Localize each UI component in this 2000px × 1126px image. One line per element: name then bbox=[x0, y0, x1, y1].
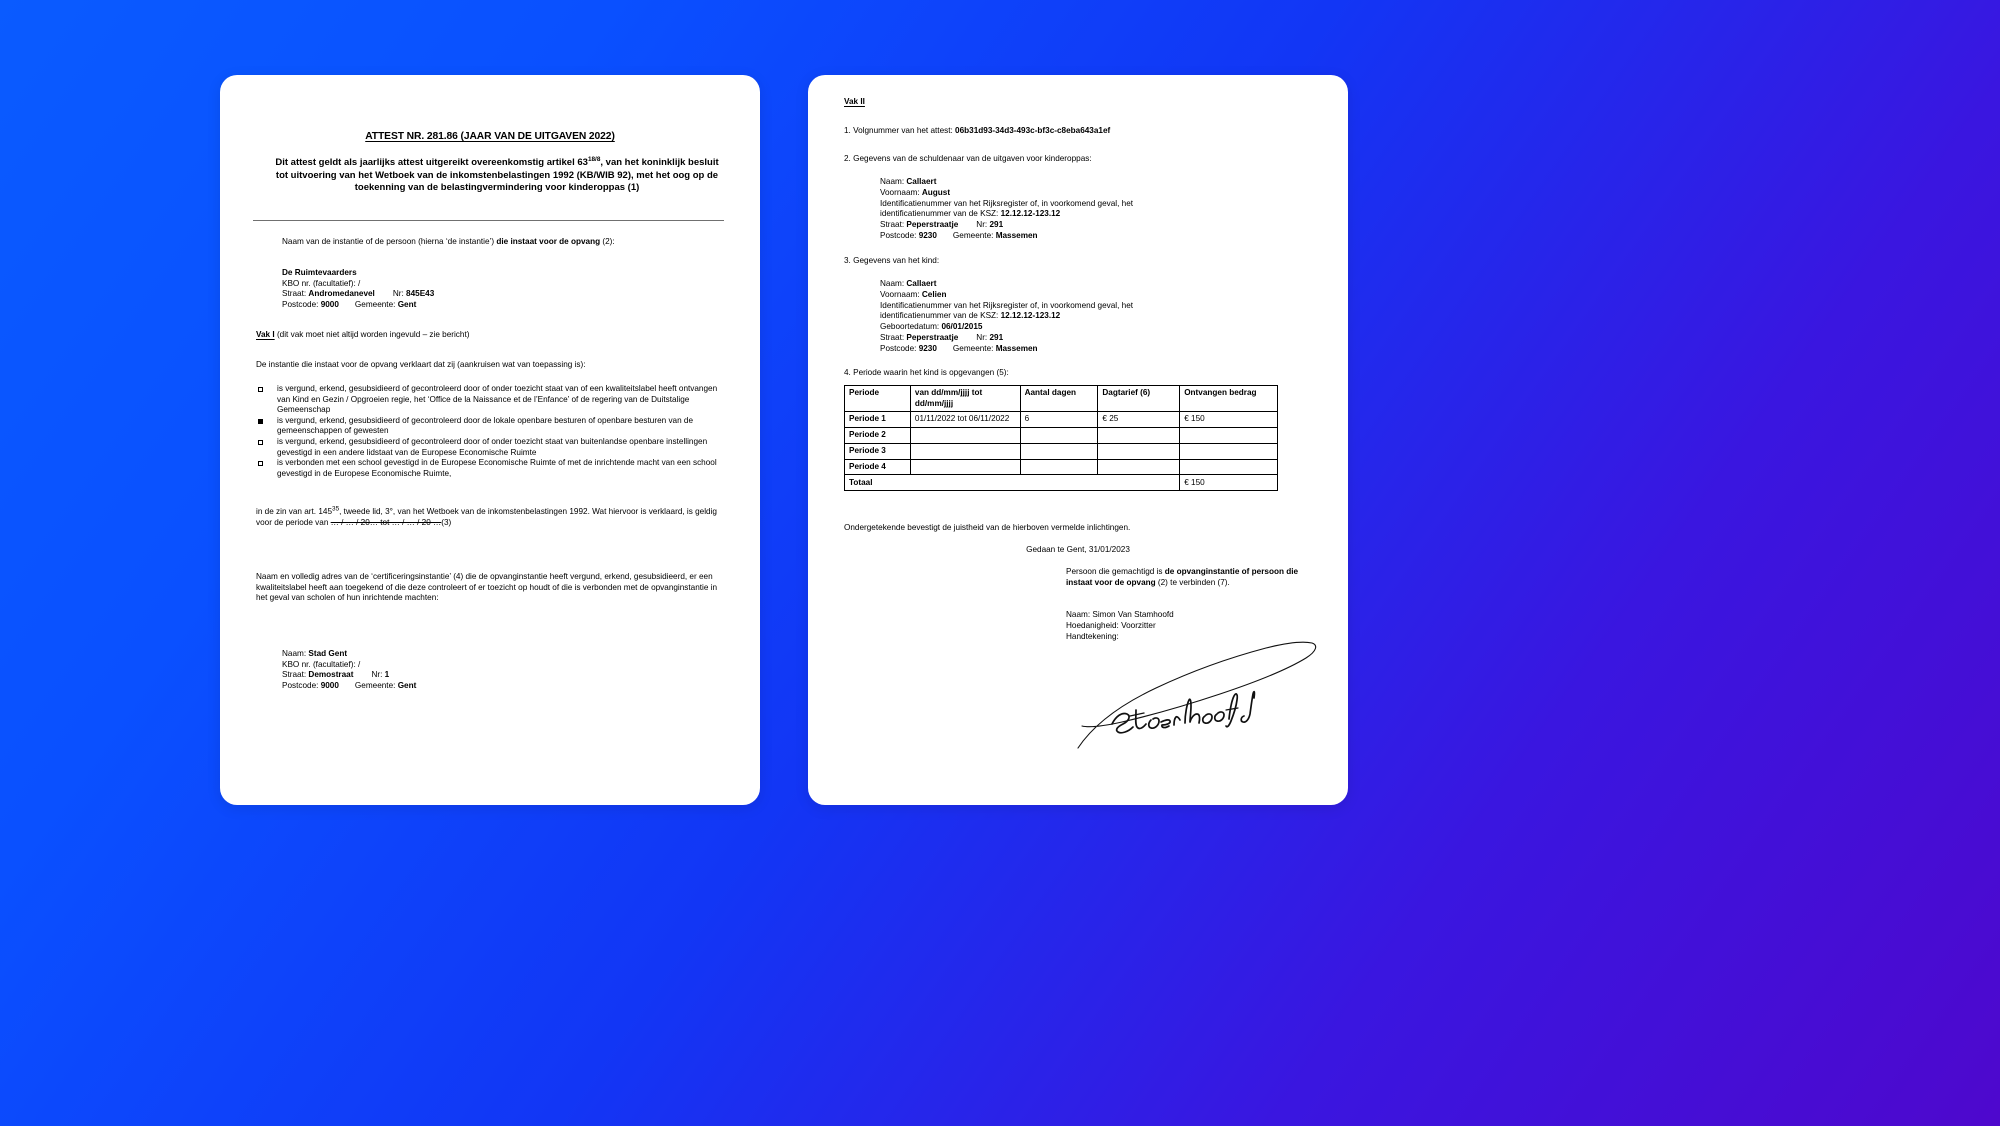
instantie-naam-value: De Ruimtevaarders bbox=[282, 268, 357, 277]
cert-postcode-value: 9000 bbox=[320, 681, 339, 691]
debtor-ksz-value: 12.12.12-123.12 bbox=[1000, 209, 1061, 219]
instantie-intro-tail: (2): bbox=[600, 237, 615, 246]
checkbox-checked-icon[interactable] bbox=[258, 419, 263, 424]
debtor-straat-value: Peperstraatje bbox=[906, 220, 959, 230]
page-2-content bbox=[808, 75, 1348, 805]
checkbox-option-1[interactable] bbox=[256, 384, 722, 416]
checkbox-empty-icon[interactable] bbox=[258, 387, 263, 392]
instantie-kbo-value: / bbox=[358, 278, 361, 288]
cert-straat bbox=[282, 670, 722, 681]
instantie-intro-bold: die instaat voor de opvang bbox=[496, 237, 601, 246]
child-geboortedatum bbox=[880, 322, 1314, 333]
signer-hoedanigheid bbox=[1066, 621, 1314, 632]
table-row bbox=[845, 459, 1278, 475]
auth-part-1: Persoon die gemachtigd is bbox=[1066, 567, 1165, 576]
validity-struck-dates: … / … / 20… tot … / … / 20 … bbox=[330, 517, 442, 527]
cert-gemeente-label: Gemeente: bbox=[354, 681, 398, 691]
auth-part-2: (2) te verbinden (7). bbox=[1155, 577, 1230, 587]
instantie-postcode-value: 9000 bbox=[320, 300, 339, 310]
debtor-straat-label: Straat: bbox=[880, 220, 907, 230]
row-2-days[interactable] bbox=[1020, 427, 1098, 443]
checkbox-option-1-label: is vergund, erkend, gesubsidieerd of gecontroleerd door of onder toezicht staat van of een kwaliteitslabel heeft ontvangen van Kind en Gezin / Opgroeien regie, het ‘Office de la Naissance et de l’Enfance’ of de regering van de Duitstalige Gemeenschap bbox=[277, 384, 718, 415]
debtor-section-heading: 2. Gegevens van de schuldenaar van de uitgaven voor kinderoppas: bbox=[844, 154, 1092, 163]
debtor-postcode bbox=[880, 231, 1314, 242]
row-2-dates[interactable] bbox=[910, 427, 1020, 443]
row-3-periode: Periode 3 bbox=[845, 443, 911, 459]
cert-naam-label: Naam: bbox=[282, 649, 309, 658]
subtitle-part-1: Dit attest geldt als jaarlijks attest uitgereikt overeenkomstig artikel 63 bbox=[275, 157, 588, 168]
child-voornaam-value: Celien bbox=[921, 289, 947, 299]
instantie-intro-normal: Naam van de instantie of de persoon (hierna ‘de instantie’) bbox=[282, 237, 497, 246]
debtor-voornaam bbox=[880, 188, 1314, 199]
table-row bbox=[845, 412, 1278, 428]
signer-block bbox=[1066, 610, 1314, 642]
subtitle-superscript: 18/8 bbox=[587, 155, 601, 163]
checkbox-option-4[interactable] bbox=[256, 458, 722, 479]
row-4-amount[interactable] bbox=[1180, 459, 1278, 475]
authorized-person-text bbox=[1066, 567, 1314, 589]
cert-kbo-label: KBO nr. (facultatief): bbox=[282, 659, 358, 669]
table-total-row bbox=[845, 475, 1278, 491]
child-postcode-label: Postcode: bbox=[880, 343, 919, 353]
validity-paragraph bbox=[256, 507, 722, 528]
table-header-dates: van dd/mm/jjjj tot dd/mm/jjjj bbox=[910, 386, 1020, 412]
row-4-days[interactable] bbox=[1020, 459, 1098, 475]
declaration-checkbox-list bbox=[256, 384, 722, 479]
table-header-days: Aantal dagen bbox=[1020, 386, 1098, 412]
table-row bbox=[845, 427, 1278, 443]
debtor-naam bbox=[880, 177, 1314, 188]
period-table bbox=[844, 385, 1278, 491]
child-ksz-label: identificatienummer van de KSZ: bbox=[880, 311, 1001, 321]
signer-hoedanigheid-label: Hoedanigheid: bbox=[1066, 620, 1122, 630]
instantie-kbo-label: KBO nr. (facultatief): bbox=[282, 278, 358, 288]
child-straat bbox=[880, 333, 1314, 344]
period-section-heading: 4. Periode waarin het kind is opgevangen (5): bbox=[844, 368, 1009, 377]
child-id-line-1: Identificatienummer van het Rijksregister of, in voorkomend geval, het bbox=[880, 300, 1134, 310]
instantie-fields bbox=[282, 268, 722, 311]
vak2-label: Vak II bbox=[844, 97, 865, 106]
table-header-row bbox=[845, 386, 1278, 412]
cert-postcode bbox=[282, 681, 722, 692]
row-4-periode: Periode 4 bbox=[845, 459, 911, 475]
debtor-fields bbox=[880, 177, 1314, 242]
child-geboortedatum-value: 06/01/2015 bbox=[941, 322, 983, 332]
cert-nr-value: 1 bbox=[384, 670, 390, 680]
signer-naam-label: Naam: bbox=[1066, 610, 1093, 619]
row-3-rate[interactable] bbox=[1098, 443, 1180, 459]
checkbox-empty-icon[interactable] bbox=[258, 440, 263, 445]
row-1-dates[interactable]: 01/11/2022 tot 06/11/2022 bbox=[910, 412, 1020, 428]
child-postcode-value: 9230 bbox=[918, 343, 937, 353]
debtor-postcode-value: 9230 bbox=[918, 230, 937, 240]
document-page-1[interactable] bbox=[220, 75, 760, 805]
instantie-straat-label: Straat: bbox=[282, 289, 309, 299]
row-2-periode: Periode 2 bbox=[845, 427, 911, 443]
debtor-naam-value: Callaert bbox=[906, 177, 937, 186]
checkbox-option-2-label: is vergund, erkend, gesubsidieerd of gecontroleerd door de lokale openbare besturen of openbare besturen van de gemeenschappen of gewesten bbox=[277, 415, 694, 436]
row-4-dates[interactable] bbox=[910, 459, 1020, 475]
signer-hoedanigheid-value: Voorzitter bbox=[1121, 620, 1156, 630]
child-fields bbox=[880, 279, 1314, 354]
child-voornaam bbox=[880, 290, 1314, 301]
validity-part-1: in de zin van art. 145 bbox=[256, 507, 333, 516]
child-id-line-2 bbox=[880, 311, 1314, 322]
document-page-2[interactable] bbox=[808, 75, 1348, 805]
checkbox-option-4-label: is verbonden met een school gevestigd in de Europese Economische Ruimte of met de inrichtende macht van een school gevestigd in de Europese Economische Ruimte, bbox=[277, 458, 717, 478]
auth-bold: de opvanginstantie of persoon die instaat voor de opvang bbox=[1066, 567, 1299, 587]
row-1-days[interactable]: 6 bbox=[1020, 412, 1098, 428]
checkbox-option-2[interactable] bbox=[256, 416, 722, 437]
instantie-straat bbox=[282, 289, 722, 300]
vak1-label: Vak I bbox=[256, 330, 275, 339]
child-gemeente-label: Gemeente: bbox=[952, 343, 996, 353]
attest-number-value: 06b31d93-34d3-493c-bf3c-c8eba643a1ef bbox=[955, 126, 1111, 135]
debtor-straat bbox=[880, 220, 1314, 231]
instantie-straat-value: Andromedanevel bbox=[308, 289, 375, 299]
debtor-naam-label: Naam: bbox=[880, 177, 907, 186]
debtor-nr-label: Nr: bbox=[976, 220, 990, 230]
child-naam bbox=[880, 279, 1314, 290]
certificering-fields bbox=[282, 649, 722, 692]
instantie-nr-label: Nr: bbox=[392, 289, 407, 299]
title-divider bbox=[253, 220, 724, 221]
cert-kbo-value: / bbox=[358, 659, 361, 669]
page-subtitle bbox=[272, 157, 722, 195]
instantie-kbo bbox=[282, 279, 722, 290]
row-3-dates[interactable] bbox=[910, 443, 1020, 459]
instantie-gemeente-label: Gemeente: bbox=[354, 300, 398, 310]
debtor-id-line-1: Identificatienummer van het Rijksregister of, in voorkomend geval, het bbox=[880, 198, 1134, 208]
instantie-nr-value: 845E43 bbox=[406, 289, 435, 299]
validity-part-2: , tweede lid, 3°, van het Wetboek van de inkomstenbelastingen 1992. Wat hiervoor is verklaard, is geldig voor de periode van bbox=[256, 507, 717, 527]
debtor-ksz-label: identificatienummer van de KSZ: bbox=[880, 209, 1001, 219]
cert-gemeente-value: Gent bbox=[397, 681, 417, 691]
child-postcode bbox=[880, 344, 1314, 355]
signer-handtekening-label: Handtekening: bbox=[1066, 631, 1119, 641]
child-section-heading: 3. Gegevens van het kind: bbox=[844, 256, 940, 265]
debtor-gemeente-label: Gemeente: bbox=[952, 230, 996, 240]
row-1-rate[interactable]: € 25 bbox=[1098, 412, 1180, 428]
cert-naam bbox=[282, 649, 722, 660]
validity-part-3: (3) bbox=[441, 517, 452, 527]
instantie-gemeente-value: Gent bbox=[397, 300, 417, 310]
instantie-intro bbox=[282, 237, 722, 248]
cert-nr-label: Nr: bbox=[371, 670, 385, 680]
row-1-periode: Periode 1 bbox=[845, 412, 911, 428]
declare-intro: De instantie die instaat voor de opvang verklaart dat zij (aankruisen wat van toepassing is): bbox=[256, 360, 586, 369]
confirmation-text: Ondergetekende bevestigt de juistheid van de hierboven vermelde inlichtingen. bbox=[844, 523, 1131, 532]
vak1-heading bbox=[256, 330, 722, 341]
cert-postcode-label: Postcode: bbox=[282, 681, 321, 691]
debtor-gemeente-value: Massemen bbox=[995, 230, 1038, 240]
row-3-amount[interactable] bbox=[1180, 443, 1278, 459]
signer-naam-value: Simon Van Stamhoofd bbox=[1092, 610, 1174, 619]
debtor-voornaam-label: Voornaam: bbox=[880, 187, 922, 197]
row-2-rate[interactable] bbox=[1098, 427, 1180, 443]
child-nr-label: Nr: bbox=[976, 332, 990, 342]
instantie-postcode bbox=[282, 300, 722, 311]
attest-number-label: 1. Volgnummer van het attest: bbox=[844, 126, 956, 135]
debtor-id-line-2 bbox=[880, 209, 1314, 220]
instantie-postcode-label: Postcode: bbox=[282, 300, 321, 310]
child-naam-value: Callaert bbox=[906, 279, 937, 288]
cert-straat-value: Demostraat bbox=[308, 670, 354, 680]
attest-number-line bbox=[844, 126, 1314, 137]
validity-superscript: 35 bbox=[332, 505, 340, 513]
child-nr-value: 291 bbox=[989, 332, 1004, 342]
debtor-postcode-label: Postcode: bbox=[880, 230, 919, 240]
cert-straat-label: Straat: bbox=[282, 670, 309, 680]
row-1-amount[interactable]: € 150 bbox=[1180, 412, 1278, 428]
table-header-amount: Ontvangen bedrag bbox=[1180, 386, 1278, 412]
place-date-line: Gedaan te Gent, 31/01/2023 bbox=[1026, 545, 1130, 554]
cert-kbo bbox=[282, 660, 722, 671]
vak2-heading bbox=[844, 97, 1314, 108]
table-header-periode: Periode bbox=[845, 386, 911, 412]
page-title-text: ATTEST NR. 281.86 (JAAR VAN DE UITGAVEN 2022) bbox=[365, 131, 615, 142]
total-value: € 150 bbox=[1180, 475, 1278, 491]
signer-naam bbox=[1066, 610, 1314, 621]
checkbox-option-3-label: is vergund, erkend, gesubsidieerd of gecontroleerd door of onder toezicht staat van buitenlandse openbare instellingen gevestigd in een andere lidstaat van de Europese Economische Ruimte bbox=[277, 437, 708, 457]
checkbox-empty-icon[interactable] bbox=[258, 461, 263, 466]
total-label: Totaal bbox=[845, 475, 1180, 491]
row-4-rate[interactable] bbox=[1098, 459, 1180, 475]
table-header-rate: Dagtarief (6) bbox=[1098, 386, 1180, 412]
certificering-intro: Naam en volledig adres van de ‘certificeringsinstantie’ (4) die de opvanginstantie heeft vergund, erkend, gesubsidieerd, er een kwaliteitslabel heeft aan toegekend of die deze controleert of er toezicht op houdt of die is verbonden met de opvanginstantie in het geval van scholen of hun inrichtende machten: bbox=[256, 572, 718, 603]
debtor-nr-value: 291 bbox=[989, 220, 1004, 230]
child-straat-value: Peperstraatje bbox=[906, 332, 959, 342]
page-title bbox=[220, 130, 760, 143]
cert-naam-value: Stad Gent bbox=[308, 649, 348, 658]
row-3-days[interactable] bbox=[1020, 443, 1098, 459]
child-straat-label: Straat: bbox=[880, 332, 907, 342]
child-gemeente-value: Massemen bbox=[995, 343, 1038, 353]
table-row bbox=[845, 443, 1278, 459]
page-1-content bbox=[220, 75, 760, 805]
subtitle-part-2: , van het koninklijk besluit tot uitvoering van het Wetboek van de inkomstenbelastingen 1992 (KB/WIB 92), met het oog op de toekenning van de belastingvermindering voor kinderoppas (1) bbox=[275, 157, 719, 194]
row-2-amount[interactable] bbox=[1180, 427, 1278, 443]
checkbox-option-3[interactable] bbox=[256, 437, 722, 458]
vak1-note: (dit vak moet niet altijd worden ingevuld – zie bericht) bbox=[274, 330, 470, 339]
debtor-voornaam-value: August bbox=[921, 187, 951, 197]
child-geboortedatum-label: Geboortedatum: bbox=[880, 322, 942, 332]
child-naam-label: Naam: bbox=[880, 279, 907, 288]
child-ksz-value: 12.12.12-123.12 bbox=[1000, 311, 1061, 321]
child-voornaam-label: Voornaam: bbox=[880, 289, 922, 299]
